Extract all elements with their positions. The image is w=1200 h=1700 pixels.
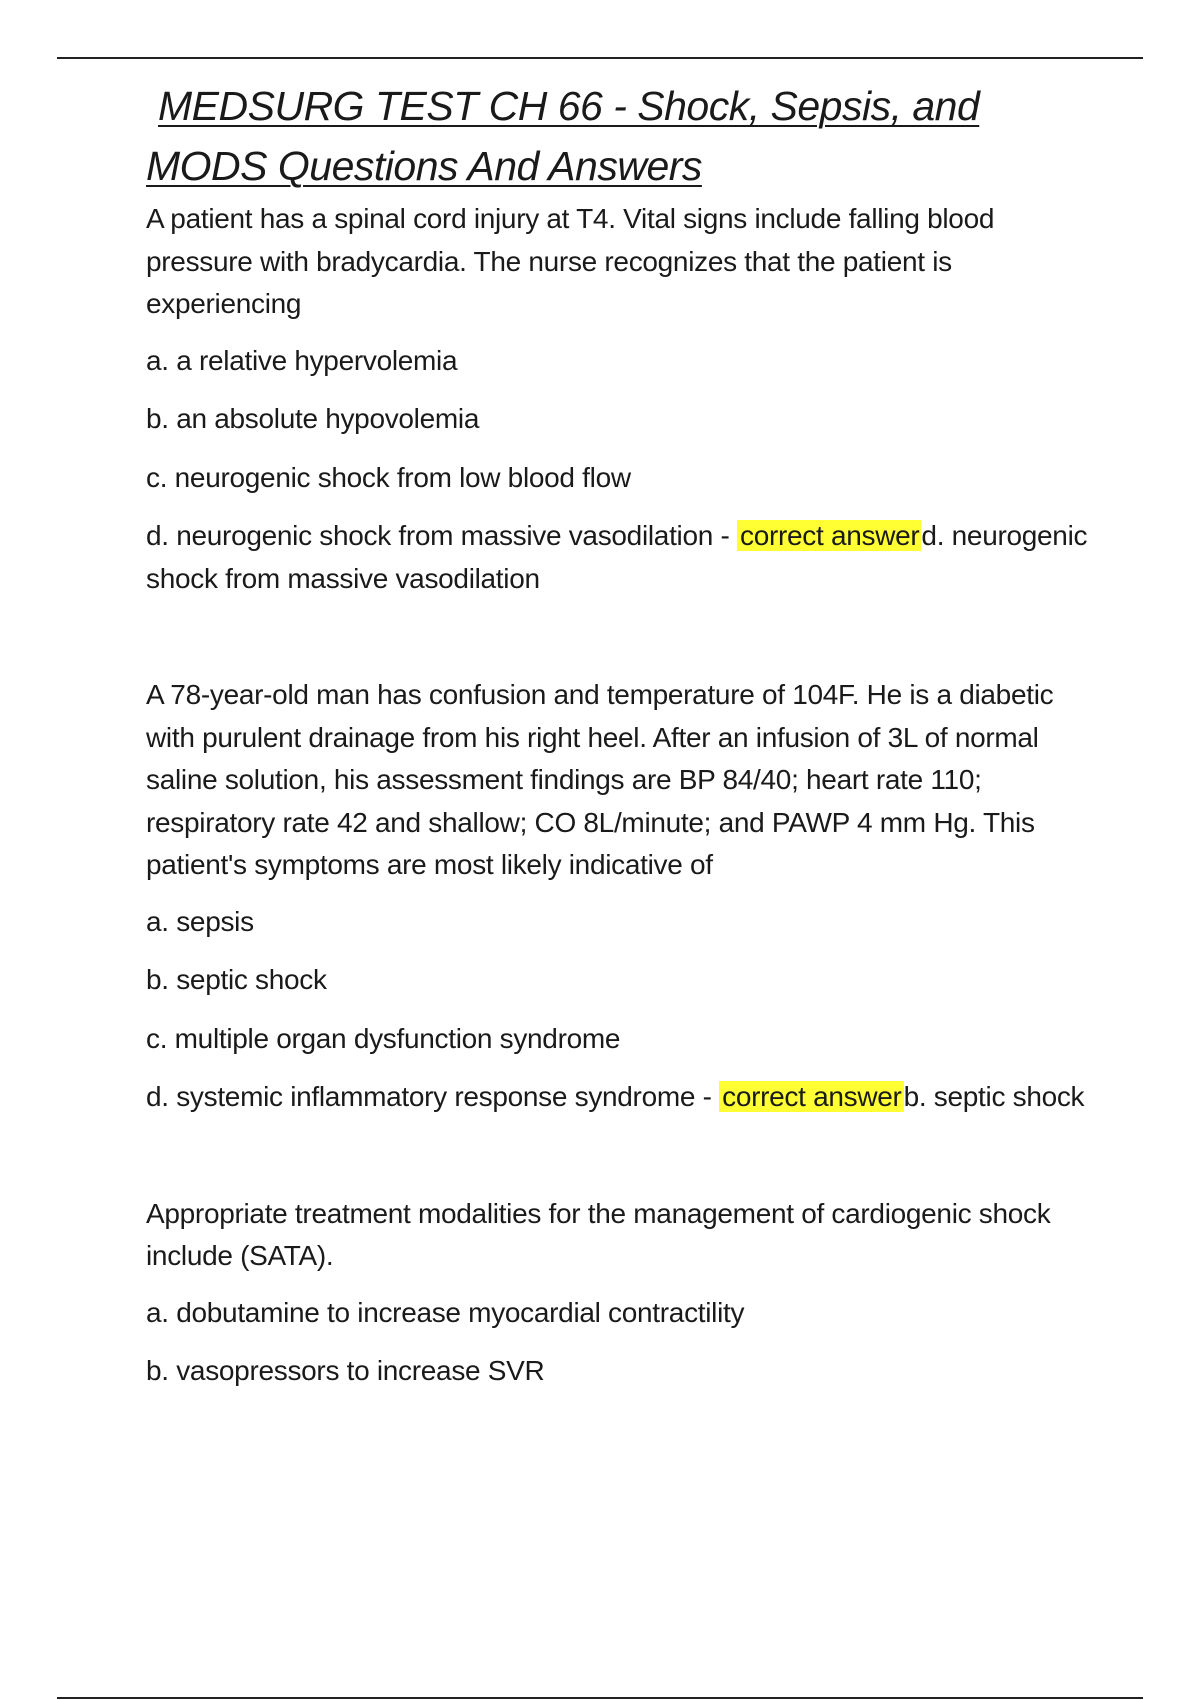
bottom-rule xyxy=(57,1697,1143,1699)
question-text: A 78-year-old man has confusion and temperature of 104F. He is a diabetic with purulent drainage from his right heel. After an infusion of 3L of normal saline solution, his assessment findings are BP 84/40; heart rate 110; respiratory rate 42 and shallow; CO 8L/minute; and PAWP 4 mm Hg. This patient's symptoms are most likely indicative of xyxy=(146,679,1054,880)
title-line-2: MODS Questions And Answers xyxy=(146,143,702,189)
answer-text: b. septic shock xyxy=(903,1081,1085,1112)
option-b: b. septic shock xyxy=(146,964,327,995)
option-d-text: d. neurogenic shock from massive vasodilation - xyxy=(146,520,737,551)
option-c: c. multiple organ dysfunction syndrome xyxy=(146,1022,621,1054)
answer-text: d. neurogenic shock from massive vasodilation xyxy=(146,520,1088,594)
question-3 xyxy=(146,1193,1096,1393)
option-d-text: d. systemic inflammatory response syndrome - xyxy=(146,1081,720,1112)
question-2 xyxy=(146,674,1096,1119)
option-b: b. an absolute hypovolemia xyxy=(146,403,480,434)
correct-answer-highlight: correct answer xyxy=(737,520,921,551)
title-line-1: MEDSURG TEST CH 66 - Shock, Sepsis, and xyxy=(158,83,980,129)
top-rule xyxy=(57,57,1143,59)
option-b: b. vasopressors to increase SVR xyxy=(146,1355,545,1386)
question-text: Appropriate treatment modalities for the management of cardiogenic shock include (SATA). xyxy=(146,1197,1051,1271)
option-d-with-answer xyxy=(146,515,1096,600)
option-d-with-answer xyxy=(146,1076,1096,1119)
option-a: a. a relative hypervolemia xyxy=(146,344,458,376)
question-1 xyxy=(146,198,1096,600)
document-body xyxy=(146,76,1096,1393)
option-a: a. dobutamine to increase myocardial contractility xyxy=(146,1296,745,1328)
document-title xyxy=(146,76,1096,196)
option-a: a. sepsis xyxy=(146,905,254,937)
question-text: A patient has a spinal cord injury at T4. Vital signs include falling blood pressure with bradycardia. The nurse recognizes that the patient is experiencing xyxy=(146,203,995,319)
option-c: c. neurogenic shock from low blood flow xyxy=(146,461,631,493)
correct-answer-highlight: correct answer xyxy=(719,1081,903,1112)
